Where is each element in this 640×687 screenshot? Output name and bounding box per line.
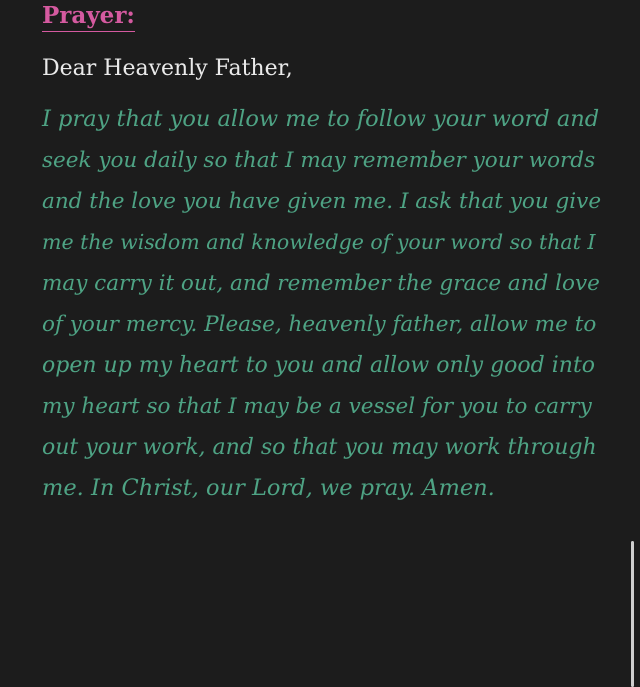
prayer-line: my heart so that I may be a vessel for you to carry bbox=[42, 394, 592, 419]
vertical-scrollbar[interactable] bbox=[631, 541, 634, 687]
greeting-text: Dear Heavenly Father, bbox=[42, 56, 293, 81]
prayer-line: open up my heart to you and allow only good into bbox=[42, 353, 596, 378]
prayer-content bbox=[42, 0, 602, 509]
prayer-line: me the wisdom and knowledge of your word so that I bbox=[42, 230, 596, 254]
prayer-line: me. In Christ, our Lord, we pray. Amen. bbox=[42, 475, 495, 501]
prayer-heading: Prayer: bbox=[42, 3, 135, 32]
prayer-line: of your mercy. Please, heavenly father, allow me to bbox=[42, 312, 597, 337]
prayer-body bbox=[42, 99, 602, 509]
prayer-line: may carry it out, and remember the grace and love bbox=[42, 271, 600, 296]
prayer-line: out your work, and so that you may work through bbox=[42, 435, 597, 460]
prayer-line: seek you daily so that I may remember your words bbox=[42, 148, 596, 173]
prayer-line: and the love you have given me. I ask that you give bbox=[42, 189, 602, 214]
prayer-line: I pray that you allow me to follow your word and bbox=[42, 106, 600, 132]
